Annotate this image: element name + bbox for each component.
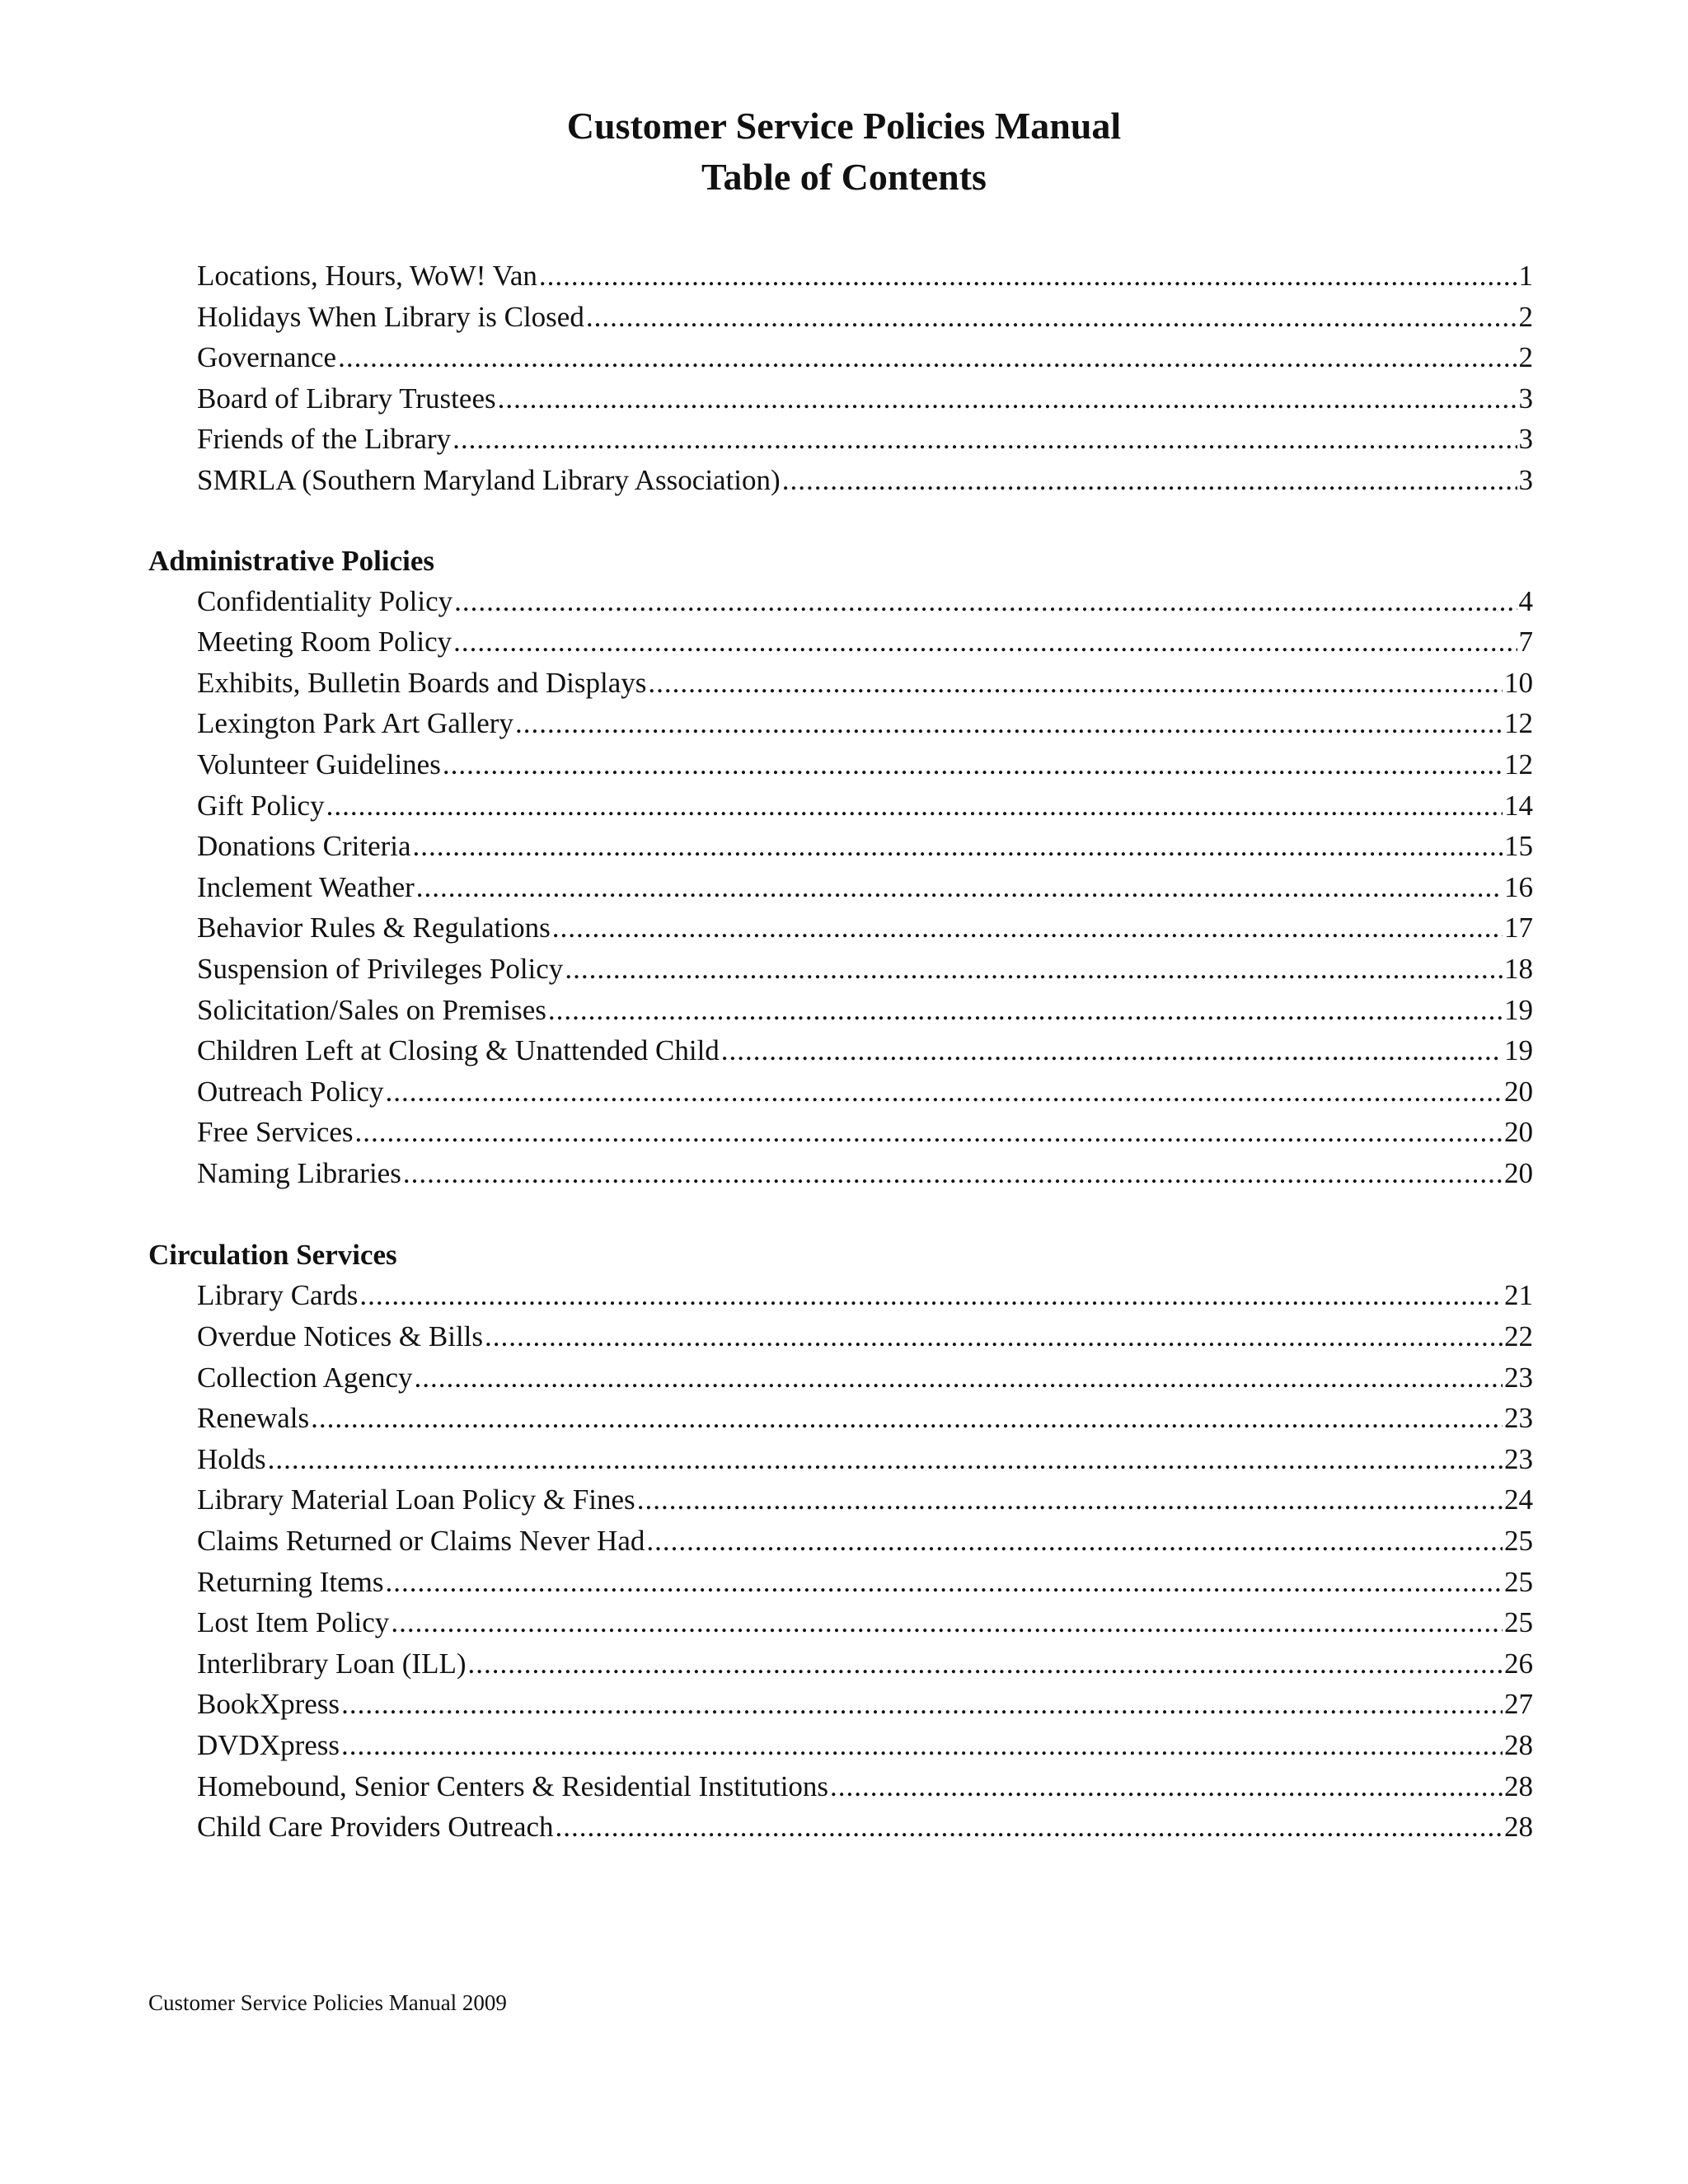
toc-entry-label: Solicitation/Sales on Premises: [197, 993, 546, 1026]
toc-entry[interactable]: [148, 1398, 1533, 1439]
dot-leader: [416, 867, 1503, 908]
toc-entry[interactable]: [148, 1684, 1533, 1725]
dot-leader: [311, 1398, 1503, 1439]
title-line-2: Table of Contents: [701, 156, 987, 198]
toc-entry[interactable]: [148, 990, 1533, 1031]
toc-entry-page: 25: [1504, 1525, 1533, 1558]
dot-leader: [453, 621, 1517, 663]
toc-entry-label: Holidays When Library is Closed: [197, 300, 584, 333]
toc-entry-label: BookXpress: [197, 1688, 340, 1721]
toc-entry-page: 27: [1504, 1688, 1533, 1721]
dot-leader: [552, 907, 1503, 949]
toc-entry[interactable]: [148, 378, 1533, 419]
toc-entry-label: Naming Libraries: [197, 1156, 401, 1189]
toc-entry[interactable]: [148, 1071, 1533, 1113]
dot-leader: [782, 460, 1517, 501]
toc-administrative-group: [148, 541, 1533, 1194]
toc-entry-page: 23: [1504, 1402, 1533, 1435]
toc-entry[interactable]: [148, 1316, 1533, 1357]
toc-entry-page: 24: [1504, 1483, 1533, 1516]
toc-entry[interactable]: [148, 1112, 1533, 1153]
toc-entry[interactable]: [148, 949, 1533, 990]
toc-entry-page: 4: [1518, 584, 1533, 617]
toc-entry-label: Collection Agency: [197, 1361, 413, 1394]
toc-entry[interactable]: [148, 703, 1533, 744]
dot-leader: [648, 663, 1503, 704]
toc-entry-page: 28: [1504, 1811, 1533, 1844]
toc-entry-page: 25: [1504, 1606, 1533, 1639]
toc-entry[interactable]: [148, 255, 1533, 297]
dot-leader: [485, 1316, 1503, 1357]
toc-entry-label: Claims Returned or Claims Never Had: [197, 1525, 645, 1558]
toc-entry-page: 20: [1504, 1075, 1533, 1108]
toc-entry[interactable]: [148, 621, 1533, 663]
dot-leader: [338, 337, 1517, 378]
dot-leader: [386, 1562, 1503, 1603]
toc-entry[interactable]: [148, 1521, 1533, 1562]
section-heading-administrative: Administrative Policies: [148, 544, 435, 577]
toc-entry-page: 10: [1504, 666, 1533, 699]
toc-entry-page: 25: [1504, 1565, 1533, 1598]
toc-entry-page: 18: [1504, 952, 1533, 985]
toc-entry-page: 22: [1504, 1320, 1533, 1353]
dot-leader: [443, 744, 1503, 785]
toc-entry-page: 20: [1504, 1156, 1533, 1189]
toc-entry-label: Board of Library Trustees: [197, 382, 496, 415]
toc-entry-label: Holds: [197, 1442, 266, 1475]
toc-entry-page: 23: [1504, 1361, 1533, 1394]
dot-leader: [721, 1030, 1503, 1071]
toc-entry[interactable]: [148, 1357, 1533, 1399]
toc-entry-page: 3: [1518, 423, 1533, 456]
toc-entry[interactable]: [148, 1030, 1533, 1071]
toc-entry[interactable]: [148, 1275, 1533, 1316]
toc-entry-label: Library Material Loan Policy & Fines: [197, 1483, 635, 1516]
dot-leader: [355, 1112, 1503, 1153]
dot-leader: [454, 581, 1517, 622]
dot-leader: [556, 1807, 1503, 1848]
dot-leader: [539, 255, 1517, 297]
toc-entry[interactable]: [148, 1643, 1533, 1685]
dot-leader: [548, 990, 1503, 1031]
toc-entry[interactable]: [148, 419, 1533, 460]
toc-entry-label: Governance: [197, 341, 337, 374]
toc-entry-label: Friends of the Library: [197, 423, 452, 456]
toc-entry-label: Library Cards: [197, 1279, 359, 1312]
toc-entry-page: 21: [1504, 1279, 1533, 1312]
toc-entry-label: Donations Criteria: [197, 830, 411, 863]
toc-entry[interactable]: [148, 1479, 1533, 1521]
toc-entry-label: Behavior Rules & Regulations: [197, 912, 551, 944]
toc-entry-label: Locations, Hours, WoW! Van: [197, 260, 537, 292]
toc-entry[interactable]: [148, 826, 1533, 867]
toc-entry-page: 3: [1518, 463, 1533, 496]
dot-leader: [414, 1357, 1503, 1399]
toc-entry[interactable]: [148, 1153, 1533, 1194]
toc-entry-page: 7: [1518, 626, 1533, 658]
dot-leader: [341, 1684, 1503, 1725]
toc-entry-page: 2: [1518, 341, 1533, 374]
toc-entry-page: 15: [1504, 830, 1533, 863]
toc-entry-label: Lexington Park Art Gallery: [197, 707, 513, 740]
toc-entry-label: Children Left at Closing & Unattended Child: [197, 1034, 720, 1067]
dot-leader: [391, 1602, 1503, 1643]
dot-leader: [385, 1071, 1503, 1113]
toc-entry-page: 12: [1504, 748, 1533, 780]
toc-entry[interactable]: [148, 297, 1533, 338]
page-footer: Customer Service Policies Manual 2009: [148, 1990, 507, 2015]
toc-entry-label: Overdue Notices & Bills: [197, 1320, 484, 1353]
toc-entry-page: 3: [1518, 382, 1533, 415]
toc-entry[interactable]: [148, 785, 1533, 827]
toc-entry-label: Free Services: [197, 1116, 354, 1149]
toc-entry-page: 23: [1504, 1442, 1533, 1475]
toc-entry-page: 2: [1518, 300, 1533, 333]
dot-leader: [452, 419, 1517, 460]
toc-circulation-group: [148, 1235, 1533, 1847]
toc-entry-page: 1: [1518, 260, 1533, 292]
toc-entry-label: Meeting Room Policy: [197, 626, 452, 658]
toc-entry[interactable]: [148, 1602, 1533, 1643]
dot-leader: [515, 703, 1503, 744]
title-line-1: Customer Service Policies Manual: [566, 105, 1122, 147]
toc-entry[interactable]: [148, 1766, 1533, 1807]
dot-leader: [468, 1643, 1503, 1685]
dot-leader: [341, 1725, 1503, 1766]
toc-entry[interactable]: [148, 744, 1533, 785]
toc-entry-label: Interlibrary Loan (ILL): [197, 1647, 467, 1680]
toc-entry-label: Renewals: [197, 1402, 310, 1435]
toc-entry-label: Gift Policy: [197, 789, 325, 822]
toc-entry[interactable]: [148, 1807, 1533, 1848]
toc-entry[interactable]: [148, 1725, 1533, 1766]
toc-entry-label: Child Care Providers Outreach: [197, 1811, 554, 1844]
dot-leader: [268, 1439, 1503, 1480]
toc-entry[interactable]: [148, 907, 1533, 949]
toc-entry-page: 16: [1504, 870, 1533, 903]
toc-entry-page: 28: [1504, 1769, 1533, 1802]
toc-entry-page: 14: [1504, 789, 1533, 822]
toc-entry[interactable]: [148, 337, 1533, 378]
toc-entry-page: 28: [1504, 1729, 1533, 1761]
toc-entry[interactable]: [148, 867, 1533, 908]
toc-entry[interactable]: [148, 663, 1533, 704]
toc-entry-page: 26: [1504, 1647, 1533, 1680]
toc-entry-page: 12: [1504, 707, 1533, 740]
dot-leader: [413, 826, 1503, 867]
dot-leader: [637, 1479, 1503, 1521]
dot-leader: [498, 378, 1517, 419]
toc-entry-label: Lost Item Policy: [197, 1606, 390, 1639]
toc-entry-label: Inclement Weather: [197, 870, 415, 903]
dot-leader: [359, 1275, 1503, 1316]
toc-intro-group: [148, 255, 1533, 501]
toc-entry-label: Suspension of Privileges Policy: [197, 952, 564, 985]
toc-entry[interactable]: [148, 460, 1533, 501]
toc-entry-page: 20: [1504, 1116, 1533, 1149]
toc-entry[interactable]: [148, 1562, 1533, 1603]
section-heading-circulation: Circulation Services: [148, 1239, 397, 1272]
toc-entry-page: 19: [1504, 1034, 1533, 1067]
toc-entry-label: SMRLA (Southern Maryland Library Association): [197, 463, 781, 496]
toc-entry[interactable]: [148, 1439, 1533, 1480]
table-of-contents: [148, 255, 1533, 1848]
toc-entry-label: Volunteer Guidelines: [197, 748, 441, 780]
dot-leader: [403, 1153, 1503, 1194]
toc-entry-page: 19: [1504, 993, 1533, 1026]
dot-leader: [646, 1521, 1503, 1562]
toc-entry-label: Returning Items: [197, 1565, 384, 1598]
dot-leader: [326, 785, 1503, 827]
toc-entry-label: DVDXpress: [197, 1729, 340, 1761]
toc-entry-label: Confidentiality Policy: [197, 584, 453, 617]
toc-entry-page: 17: [1504, 912, 1533, 944]
toc-entry-label: Exhibits, Bulletin Boards and Displays: [197, 666, 647, 699]
dot-leader: [586, 297, 1517, 338]
toc-entry-label: Outreach Policy: [197, 1075, 384, 1108]
dot-leader: [565, 949, 1503, 990]
dot-leader: [830, 1766, 1503, 1807]
page-title: [0, 101, 1688, 203]
toc-entry[interactable]: [148, 581, 1533, 622]
toc-entry-label: Homebound, Senior Centers & Residential Institutions: [197, 1769, 829, 1802]
